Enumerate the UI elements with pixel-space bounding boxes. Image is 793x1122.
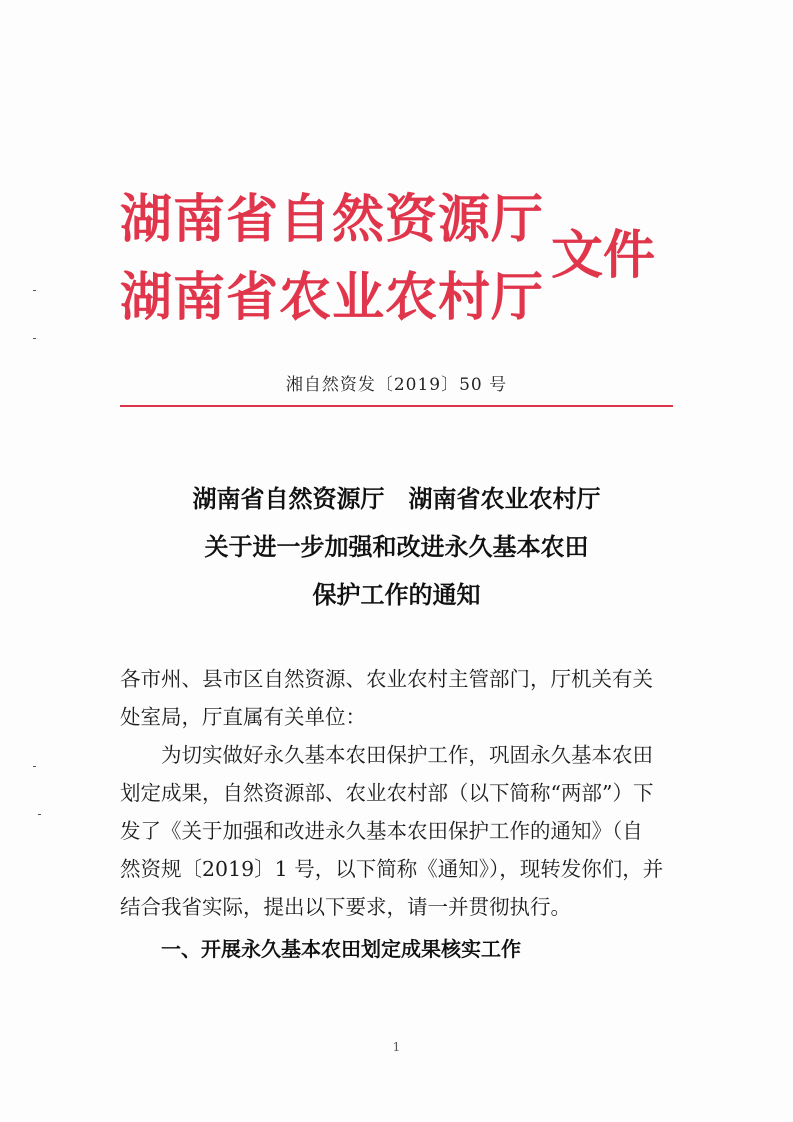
- margin-mark: [38, 814, 41, 815]
- title-line-3: 保护工作的通知: [312, 581, 481, 609]
- header-org-line-1: 湖南省自然资源厅: [120, 190, 545, 250]
- paragraph-line: 结合我省实际，提出以下要求，请一并贯彻执行。: [120, 895, 571, 919]
- addressee-line: 各市州、县市区自然资源、农业农村主管部门，厅机关有关: [120, 667, 653, 691]
- margin-mark: [33, 338, 36, 339]
- header-suffix: 文件: [551, 226, 656, 286]
- red-divider-line: [120, 405, 673, 407]
- addressee-paragraph: [120, 660, 680, 736]
- title-line-2: 关于进一步加强和改进永久基本农田: [204, 533, 589, 561]
- body-paragraph: [120, 736, 680, 774]
- addressee-line: 处室局，厅直属有关单位：: [120, 705, 366, 729]
- margin-mark: [33, 290, 36, 291]
- margin-mark: [33, 766, 36, 767]
- paragraph-line: 然资规〔2019〕1 号，以下简称《通知》），现转发你们，并: [120, 857, 664, 881]
- paragraph-line: 为切实做好永久基本农田保护工作，巩固永久基本农田: [161, 743, 653, 767]
- document-body: [120, 660, 680, 968]
- section-heading-1: 一、开展永久基本农田划定成果核实工作: [161, 937, 521, 961]
- document-number: 湘自然资发〔2019〕50 号: [285, 375, 508, 395]
- paragraph-line: 划定成果，自然资源部、农业农村部（以下简称“两部”）下: [120, 781, 654, 805]
- body-paragraph-continued: [120, 774, 680, 926]
- title-line-1: 湖南省自然资源厅 湖南省农业农村厅: [192, 485, 601, 513]
- document-title: [0, 475, 793, 619]
- paragraph-line: 发了《关于加强和改进永久基本农田保护工作的通知》（自: [120, 819, 643, 843]
- page-number: 1: [392, 1040, 401, 1054]
- header-org-line-2: 湖南省农业农村厅: [120, 268, 545, 328]
